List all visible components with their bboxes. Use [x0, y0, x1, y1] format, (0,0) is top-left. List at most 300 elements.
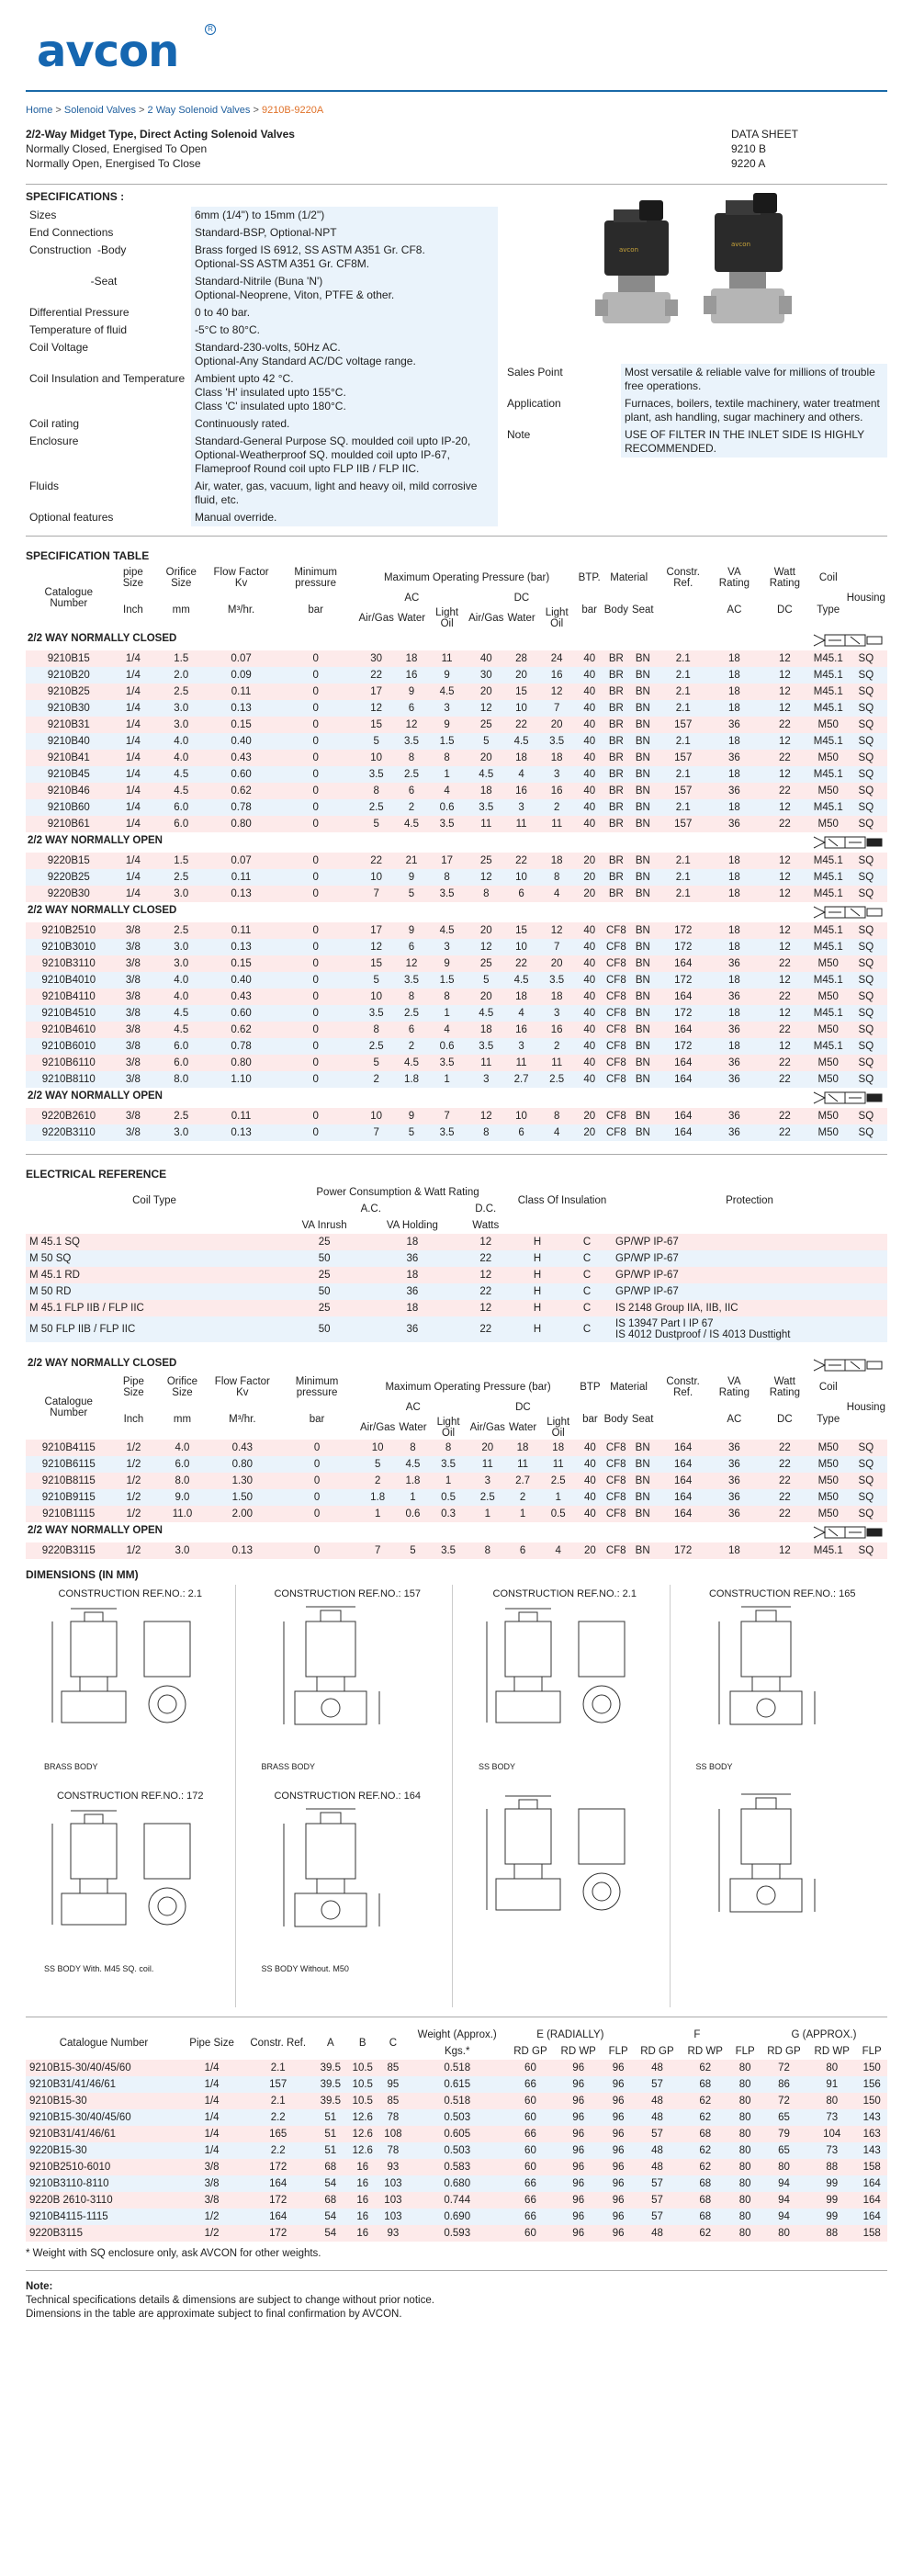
- table-cell: 2.1: [656, 684, 711, 700]
- table-cell: CF8: [603, 1005, 630, 1022]
- table-cell: BN: [630, 1005, 656, 1022]
- spec-value: Brass forged IS 6912, SS ASTM A351 Gr. CF8. Optional-SS ASTM A351 Gr. CF8M.: [191, 242, 498, 273]
- drawing-subcaption: BRASS BODY: [44, 1762, 98, 1771]
- electrical-cell: 18: [366, 1267, 458, 1283]
- col-coil-type: Coil Type: [132, 1195, 176, 1206]
- unit-constr: [656, 590, 711, 630]
- dimension-drawing: [460, 1787, 671, 2007]
- dimension-cell: 66: [507, 2126, 554, 2142]
- table-cell: 40: [578, 1456, 602, 1473]
- dimension-cell: 158: [856, 2159, 887, 2175]
- dimension-cell: 80: [761, 2225, 807, 2242]
- electrical-cell: C: [562, 1234, 612, 1250]
- col-ac: AC: [358, 1399, 468, 1416]
- table-cell: 0: [275, 853, 357, 869]
- dimension-cell: 39.5: [314, 2060, 346, 2076]
- spec-label: Fluids: [29, 480, 60, 492]
- table-cell: 1/4: [112, 700, 155, 717]
- table-cell: 22: [758, 1473, 812, 1489]
- breadcrumb-2way[interactable]: 2 Way Solenoid Valves: [147, 105, 251, 116]
- col-class: Class Of Insulation: [517, 1195, 607, 1206]
- table-cell: 3: [537, 766, 577, 783]
- table-cell: SQ: [845, 869, 887, 886]
- dimension-cell: 96: [603, 2192, 634, 2209]
- table-cell: 10: [505, 869, 536, 886]
- table-cell: 10: [357, 1108, 396, 1124]
- avcon-logo[interactable]: avcon: [37, 26, 179, 77]
- dimension-cell: 96: [554, 2192, 603, 2209]
- table-cell: 22: [505, 955, 536, 972]
- table-cell: 12: [537, 684, 577, 700]
- table-cell: CF8: [603, 1456, 630, 1473]
- table-row: [26, 972, 887, 989]
- dimension-cell: 96: [603, 2126, 634, 2142]
- table-cell: 5: [357, 816, 396, 832]
- table-cell: 3.0: [154, 1124, 208, 1141]
- table-cell: 36: [711, 1440, 758, 1456]
- table-row: [26, 853, 887, 869]
- dimension-cell: 0.503: [408, 2109, 507, 2126]
- spec-row: [26, 242, 498, 273]
- dimension-cell: 66: [507, 2076, 554, 2093]
- dimension-cell: 48: [634, 2142, 681, 2159]
- breadcrumb-solenoid-valves[interactable]: Solenoid Valves: [63, 105, 136, 116]
- table-row: [26, 869, 887, 886]
- dcol-kgs: Kgs.*: [444, 2046, 470, 2057]
- table-cell: 40: [577, 955, 603, 972]
- dimension-cell: 12.6: [346, 2109, 378, 2126]
- table-cell: M45.1: [812, 939, 845, 955]
- table-cell: 2: [396, 799, 427, 816]
- side-spec-value: USE OF FILTER IN THE INLET SIDE IS HIGHLY RECOMMENDED.: [621, 426, 887, 458]
- table-cell: 12: [758, 799, 812, 816]
- table-cell: 12: [758, 922, 812, 939]
- table-cell: 5: [358, 1456, 397, 1473]
- table-cell: 12: [467, 869, 505, 886]
- col-va: VA Rating: [711, 1375, 758, 1399]
- col-seat: Seat: [630, 1399, 656, 1440]
- spec-value: 0 to 40 bar.: [191, 304, 498, 322]
- table-cell: 36: [711, 1055, 758, 1071]
- table-cell: 11: [537, 816, 577, 832]
- table-cell: 1/4: [112, 717, 155, 733]
- table-row: [26, 1124, 887, 1141]
- table-cell: 12: [758, 1542, 812, 1559]
- registered-mark: R: [205, 24, 216, 35]
- table-cell: BN: [630, 886, 656, 902]
- table-cell: 0: [275, 750, 357, 766]
- table-cell: 0.80: [208, 816, 275, 832]
- dimension-cell: 93: [378, 2159, 407, 2175]
- table-cell: 3: [537, 1005, 577, 1022]
- col-housing: Housing: [845, 566, 887, 630]
- table-cell: SQ: [845, 1055, 887, 1071]
- table-cell: 20: [577, 1124, 603, 1141]
- table-cell: 4: [427, 1022, 467, 1038]
- dimension-cell: 3/8: [182, 2175, 242, 2192]
- table-cell: M45.1: [812, 799, 845, 816]
- table-cell: 0.80: [208, 1055, 275, 1071]
- breadcrumb-home[interactable]: Home: [26, 105, 53, 116]
- side-spec-row: [503, 364, 887, 395]
- table-cell: 18: [711, 667, 758, 684]
- spec-row: [26, 273, 498, 304]
- table-cell: 172: [656, 1005, 711, 1022]
- table-cell: 9210B4115: [26, 1440, 111, 1456]
- dimension-cell: 80: [729, 2109, 761, 2126]
- drawing-caption: CONSTRUCTION REF.NO.: 2.1: [492, 1588, 637, 1599]
- table-cell: 6.0: [154, 1055, 208, 1071]
- dimension-cell: 9210B3110-8110: [26, 2175, 182, 2192]
- electrical-cell: C: [562, 1300, 612, 1316]
- table-cell: 12: [537, 922, 577, 939]
- table-cell: 0: [275, 667, 357, 684]
- side-spec-value: Most versatile & reliable valve for millions of trouble free operations.: [621, 364, 887, 395]
- dimension-cell: 9210B15-30/40/45/60: [26, 2109, 182, 2126]
- dimension-cell: 88: [807, 2159, 856, 2175]
- table-cell: 4: [505, 766, 536, 783]
- table-cell: 36: [711, 1022, 758, 1038]
- table-cell: 0: [275, 1071, 357, 1088]
- dimension-cell: 0.680: [408, 2175, 507, 2192]
- table-cell: M50: [812, 816, 845, 832]
- table-cell: 17: [427, 853, 467, 869]
- unit-mm: mm: [154, 590, 208, 630]
- dimension-cell: 0.615: [408, 2076, 507, 2093]
- table-cell: 36: [711, 717, 758, 733]
- table-cell: 0: [276, 1542, 358, 1559]
- electrical-table: [26, 1184, 887, 1342]
- dimension-cell: 48: [634, 2093, 681, 2109]
- table-cell: 18: [711, 922, 758, 939]
- table-cell: 9220B15: [26, 853, 112, 869]
- table-cell: BN: [630, 1055, 656, 1071]
- dimension-row: [26, 2225, 887, 2242]
- table-cell: SQ: [845, 1473, 887, 1489]
- table-cell: 11: [468, 1456, 507, 1473]
- table-cell: 9210B40: [26, 733, 112, 750]
- group-header: [26, 1088, 887, 1108]
- table-cell: 6.0: [154, 816, 208, 832]
- table-cell: 3.5: [429, 1456, 468, 1473]
- group-header: [26, 902, 887, 922]
- table-row: [26, 1489, 887, 1506]
- col-dc: DC: [467, 590, 577, 606]
- dimension-cell: 39.5: [314, 2076, 346, 2093]
- table-cell: 40: [577, 816, 603, 832]
- table-cell: 9: [396, 922, 427, 939]
- col-material: Material: [603, 1375, 656, 1399]
- electrical-cell: M 50 RD: [26, 1283, 283, 1300]
- dimension-row: [26, 2076, 887, 2093]
- table-cell: 22: [758, 955, 812, 972]
- table-cell: 2: [358, 1473, 397, 1489]
- spec-value: Ambient upto 42 °C. Class 'H' insulated upto 155°C. Class 'C' insulated upto 180°C.: [191, 370, 498, 415]
- dimension-cell: 96: [554, 2093, 603, 2109]
- electrical-heading: ELECTRICAL REFERENCE: [26, 1168, 167, 1181]
- table-cell: 11: [537, 1055, 577, 1071]
- table-cell: 0.62: [208, 1022, 275, 1038]
- table-cell: 164: [655, 1489, 710, 1506]
- table-cell: 157: [656, 750, 711, 766]
- table-cell: 7: [537, 700, 577, 717]
- electrical-cell: 36: [366, 1283, 458, 1300]
- dimension-cell: 80: [729, 2126, 761, 2142]
- dimension-cell: 3/8: [182, 2159, 242, 2175]
- group-header: [26, 1522, 887, 1542]
- table-cell: SQ: [845, 1022, 887, 1038]
- drawing-subcaption: BRASS BODY: [261, 1762, 316, 1771]
- col-flow: Flow Factor Kv: [209, 1375, 276, 1399]
- drawing-subcaption: SS BODY: [695, 1762, 733, 1771]
- dcol-g: G (APPROX.): [791, 2029, 857, 2040]
- table-cell: BN: [630, 1489, 656, 1506]
- table-cell: 1/4: [112, 667, 155, 684]
- notes: [26, 2280, 887, 2322]
- table-cell: 24: [537, 650, 577, 667]
- table-cell: 9: [427, 955, 467, 972]
- spec-label: Sizes: [29, 209, 57, 221]
- col-seat: Seat: [630, 590, 656, 630]
- col-btp: BTP.: [577, 566, 603, 590]
- drawing-subcaption: SS BODY: [479, 1762, 516, 1771]
- table-cell: 9210B46: [26, 783, 112, 799]
- table-cell: 0.11: [208, 869, 275, 886]
- table-cell: 1.50: [209, 1489, 276, 1506]
- dimension-cell: 0.605: [408, 2126, 507, 2142]
- table-cell: 157: [656, 717, 711, 733]
- table-row: [26, 1506, 887, 1522]
- dimension-cell: 68: [314, 2159, 346, 2175]
- electrical-cell: 50: [283, 1283, 366, 1300]
- dimension-cell: 48: [634, 2159, 681, 2175]
- table-cell: 0.13: [208, 700, 275, 717]
- table-cell: 40: [577, 922, 603, 939]
- table-cell: 3/8: [112, 922, 155, 939]
- table-cell: 40: [577, 1055, 603, 1071]
- group-title: 2/2 WAY NORMALLY CLOSED: [28, 905, 177, 916]
- table-cell: 40: [577, 939, 603, 955]
- table-cell: 40: [577, 783, 603, 799]
- table-cell: 22: [357, 853, 396, 869]
- table-cell: 7: [357, 1124, 396, 1141]
- table-cell: CF8: [603, 1071, 630, 1088]
- spec-label: Construction -Body: [29, 243, 127, 256]
- dimension-cell: 164: [856, 2192, 887, 2209]
- table-cell: 11: [507, 1456, 538, 1473]
- dimension-cell: 57: [634, 2192, 681, 2209]
- dimension-cell: 68: [681, 2175, 729, 2192]
- table-cell: 0: [275, 783, 357, 799]
- table-cell: 2.1: [656, 667, 711, 684]
- notes-title: Note:: [26, 2281, 53, 2292]
- table-cell: M45.1: [812, 684, 845, 700]
- table-cell: 10: [505, 939, 536, 955]
- table-cell: M45.1: [812, 667, 845, 684]
- col-power: Power Consumption & Watt Rating: [316, 1187, 479, 1198]
- col-watt: Watt Rating: [758, 1375, 812, 1399]
- subtitle-nc: Normally Closed, Energised To Open: [26, 142, 208, 155]
- dimension-cell: 16: [346, 2159, 378, 2175]
- table-cell: 16: [505, 1022, 536, 1038]
- table-cell: 9220B30: [26, 886, 112, 902]
- dimension-drawing: [26, 1787, 236, 2007]
- dimension-row: [26, 2209, 887, 2225]
- table-cell: 7: [357, 886, 396, 902]
- table-cell: 12: [758, 684, 812, 700]
- table-cell: SQ: [845, 799, 887, 816]
- dimension-drawings-row-2: [26, 1787, 887, 2007]
- table-cell: CF8: [603, 939, 630, 955]
- dimension-cell: 172: [242, 2225, 314, 2242]
- drawing-caption: CONSTRUCTION REF.NO.: 172: [56, 1791, 204, 1802]
- col-constr: Constr. Ref.: [655, 1375, 710, 1399]
- table-cell: 11: [505, 1055, 536, 1071]
- table-cell: 2.0: [154, 667, 208, 684]
- table-cell: 36: [711, 1489, 758, 1506]
- col-watts: Watts: [472, 1220, 500, 1231]
- table-cell: 3: [505, 1038, 536, 1055]
- table-cell: 1.5: [427, 733, 467, 750]
- datasheet-9220a: 9220 A: [731, 157, 766, 170]
- table-cell: 36: [711, 955, 758, 972]
- spec-label: Temperature of fluid: [29, 323, 128, 336]
- electrical-cell: IS 2148 Group IIA, IIB, IIC: [612, 1300, 887, 1316]
- table-cell: 5: [397, 1542, 428, 1559]
- table-cell: 2.1: [656, 869, 711, 886]
- table-cell: 0: [276, 1489, 358, 1506]
- table-cell: 3.5: [429, 1542, 468, 1559]
- col-dc: DC: [468, 1399, 579, 1416]
- table-cell: 40: [467, 650, 505, 667]
- dimension-cell: 150: [856, 2060, 887, 2076]
- table-cell: 1/4: [112, 869, 155, 886]
- dimension-cell: 57: [634, 2076, 681, 2093]
- col-ac-lightoil: Light Oil: [427, 606, 467, 630]
- table-cell: 9210B9115: [26, 1489, 111, 1506]
- dimension-cell: 62: [681, 2142, 729, 2159]
- electrical-cell: H: [513, 1283, 562, 1300]
- dcol-weight: Weight (Approx.): [417, 2029, 497, 2040]
- electrical-cell: 22: [459, 1283, 513, 1300]
- table-cell: 5: [357, 733, 396, 750]
- table-cell: 18: [537, 750, 577, 766]
- dimension-cell: 1/4: [182, 2060, 242, 2076]
- specifications-table: [26, 207, 498, 526]
- table-cell: 0: [275, 939, 357, 955]
- table-cell: 2.1: [656, 766, 711, 783]
- table-cell: 4: [537, 1124, 577, 1141]
- table-cell: 12: [758, 869, 812, 886]
- dimension-cell: 164: [856, 2209, 887, 2225]
- table-cell: 3/8: [112, 1124, 155, 1141]
- table-cell: SQ: [845, 853, 887, 869]
- dimension-cell: 16: [346, 2175, 378, 2192]
- table-cell: 7: [427, 1108, 467, 1124]
- dcol-c: C: [389, 2038, 398, 2049]
- dimension-cell: 96: [554, 2109, 603, 2126]
- table-cell: 2.7: [505, 1071, 536, 1088]
- table-cell: 8: [396, 750, 427, 766]
- spec-label: Differential Pressure: [29, 306, 130, 319]
- dimension-cell: 80: [761, 2159, 807, 2175]
- table-cell: 0: [275, 650, 357, 667]
- table-cell: 2: [396, 1038, 427, 1055]
- table-cell: 6.0: [155, 1456, 209, 1473]
- dimension-cell: 16: [346, 2192, 378, 2209]
- dimension-cell: 85: [378, 2093, 407, 2109]
- table-cell: M45.1: [812, 766, 845, 783]
- table-cell: SQ: [845, 1108, 887, 1124]
- table-cell: CF8: [603, 1489, 630, 1506]
- dcol-e: E (RADIALLY): [536, 2029, 604, 2040]
- table-cell: 157: [656, 816, 711, 832]
- table-cell: 4.0: [154, 989, 208, 1005]
- page-title: 2/2-Way Midget Type, Direct Acting Solenoid Valves: [26, 128, 295, 141]
- table-cell: 22: [758, 1489, 812, 1506]
- table-cell: BN: [630, 989, 656, 1005]
- table-cell: M50: [812, 783, 845, 799]
- dimension-cell: 73: [807, 2109, 856, 2126]
- table-cell: 1: [538, 1489, 578, 1506]
- dimension-drawing: [678, 1585, 888, 1787]
- dimension-cell: 66: [507, 2175, 554, 2192]
- table-cell: 0.80: [209, 1456, 276, 1473]
- table-cell: 9210B60: [26, 799, 112, 816]
- table-cell: 0.78: [208, 1038, 275, 1055]
- dimension-cell: 96: [603, 2109, 634, 2126]
- table-cell: 0.13: [208, 1124, 275, 1141]
- table-cell: 9210B41: [26, 750, 112, 766]
- table-cell: 4.0: [154, 972, 208, 989]
- dimension-row: [26, 2109, 887, 2126]
- dimension-cell: 96: [603, 2175, 634, 2192]
- table-cell: 172: [656, 972, 711, 989]
- table-cell: SQ: [845, 1506, 887, 1522]
- table-cell: 8: [427, 869, 467, 886]
- side-spec-value: Furnaces, boilers, textile machinery, water treatment plant, ash handling, sugar machinery and others.: [621, 395, 887, 426]
- table-cell: 0.62: [208, 783, 275, 799]
- table-cell: 20: [577, 1108, 603, 1124]
- table-cell: 3.5: [537, 972, 577, 989]
- table-cell: 0.13: [208, 886, 275, 902]
- dimension-cell: 0.583: [408, 2159, 507, 2175]
- table-cell: M50: [812, 989, 845, 1005]
- table-cell: SQ: [845, 717, 887, 733]
- table-cell: CF8: [603, 1055, 630, 1071]
- table-cell: BN: [630, 853, 656, 869]
- table-cell: 1/4: [112, 799, 155, 816]
- table-cell: BN: [630, 700, 656, 717]
- col-dc-power: D.C.: [475, 1203, 497, 1215]
- dimension-cell: 39.5: [314, 2093, 346, 2109]
- table-cell: 4.5: [505, 972, 536, 989]
- electrical-cell: H: [513, 1300, 562, 1316]
- unit-m3hr: M³/hr.: [208, 590, 275, 630]
- table-cell: SQ: [845, 816, 887, 832]
- table-cell: 8: [397, 1440, 428, 1456]
- dimension-cell: 66: [507, 2209, 554, 2225]
- table-cell: 2.5: [154, 922, 208, 939]
- table-cell: 9210B2510: [26, 922, 112, 939]
- dimension-cell: 104: [807, 2126, 856, 2142]
- svg-text:avcon: avcon: [619, 246, 638, 254]
- table-cell: 3.0: [155, 1542, 209, 1559]
- dimension-cell: 0.518: [408, 2093, 507, 2109]
- dimension-cell: 0.690: [408, 2209, 507, 2225]
- table-cell: BR: [603, 717, 630, 733]
- table-cell: CF8: [603, 989, 630, 1005]
